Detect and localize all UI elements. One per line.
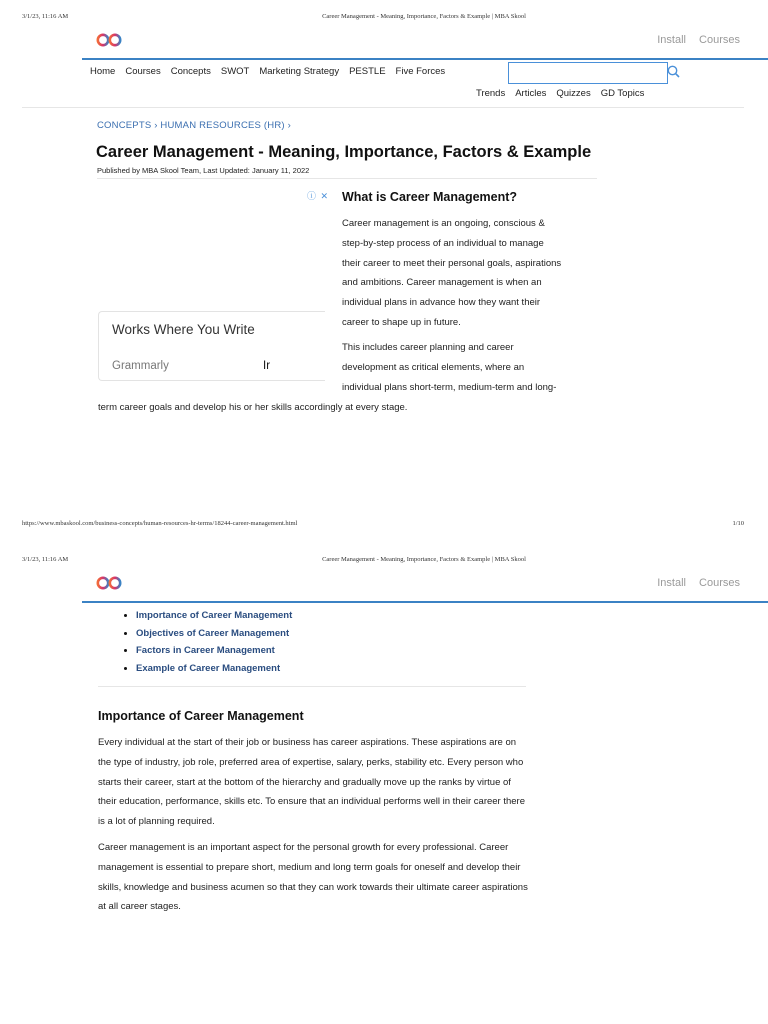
text-line: their education, performance, skills etc. To ensure that an individual performs well in their career there — [98, 796, 526, 808]
ad-mask — [270, 350, 330, 374]
print-header-title: Career Management - Meaning, Importance, Factors & Example | MBA Skool — [322, 13, 526, 20]
text-line: the type of industry, job role, preferred area of expertise, salary, perks, stability etc. Every person who — [98, 756, 524, 768]
secondary-nav — [476, 88, 644, 99]
toc-item[interactable]: • Objectives of Career Management — [136, 625, 292, 643]
toc-item[interactable]: • Factors in Career Management — [136, 642, 292, 660]
section-heading: What is Career Management? — [342, 190, 518, 204]
section-heading: Importance of Career Management — [98, 709, 304, 723]
text-line: management is essential to prepare short, medium and long term goals for oneself and develop their — [98, 861, 521, 873]
nav-concepts[interactable]: Concepts — [170, 66, 211, 77]
search-icon[interactable] — [667, 65, 680, 78]
text-line: skills, knowledge and business acumen so that they can work towards their ultimate career aspirations — [98, 881, 528, 893]
text-line: Career management is an ongoing, conscious & — [342, 218, 545, 229]
paragraph-1 — [342, 214, 642, 333]
nav-trends[interactable]: Trends — [476, 88, 506, 99]
nav-swot[interactable]: SWOT — [220, 66, 250, 77]
paragraph-1 — [98, 733, 618, 832]
text-line: Every individual at the start of their job or business has career aspirations. These aspirations are on — [98, 737, 517, 748]
header-links — [647, 34, 740, 46]
text-line: starts their career, start at the bottom of the hierarchy and gradually move up the ranks by virtue of — [98, 776, 511, 788]
text-line: individual plans in advance how they want their — [342, 297, 541, 309]
text-line: step-by-step process of an individual to manage — [342, 237, 544, 249]
nav-divider — [22, 107, 744, 108]
paragraph-2-continued: term career goals and develop his or her skills accordingly at every stage. — [98, 402, 408, 413]
site-logo[interactable] — [95, 576, 123, 590]
install-link[interactable]: Install — [657, 577, 686, 589]
toc-divider — [98, 686, 526, 687]
toc-item[interactable]: • Importance of Career Management — [136, 607, 292, 625]
header-divider — [82, 58, 768, 60]
paragraph-2 — [342, 338, 642, 397]
page-title: Career Management - Meaning, Importance, Factors & Example — [96, 143, 592, 161]
info-icon[interactable]: ⓘ — [307, 191, 317, 201]
nav-marketing-strategy[interactable]: Marketing Strategy — [259, 66, 340, 77]
text-line: Career management is an important aspect for the personal growth for every professional. Career — [98, 842, 509, 853]
text-line: career to shape up in future. — [342, 316, 461, 328]
paragraph-2 — [98, 838, 618, 917]
site-logo[interactable] — [95, 33, 123, 47]
ad-choices[interactable] — [307, 189, 328, 202]
nav-quizzes[interactable]: Quizzes — [556, 88, 591, 99]
nav-articles[interactable]: Articles — [515, 88, 547, 99]
title-divider — [97, 178, 597, 179]
text-line: is a lot of planning required. — [98, 816, 215, 828]
nav-courses[interactable]: Courses — [125, 66, 161, 77]
header-divider — [82, 601, 768, 603]
print-header-title: Career Management - Meaning, Importance, Factors & Example | MBA Skool — [322, 556, 526, 563]
header-links — [647, 577, 740, 589]
close-icon[interactable]: ✕ — [320, 191, 329, 201]
ad-title: Works Where You Write — [112, 322, 255, 337]
text-line: This includes career planning and career — [342, 342, 514, 353]
nav-pestle[interactable]: PESTLE — [349, 66, 386, 77]
text-line: individual plans short-term, medium-term and long- — [342, 381, 557, 393]
text-line: and ambitions. Career management is when an — [342, 277, 542, 289]
text-line: their career to meet their personal goals, aspirations — [342, 257, 562, 269]
ad-cut-text: Ir — [263, 360, 271, 372]
main-nav — [90, 66, 445, 77]
text-line: development as critical elements, where an — [342, 361, 525, 373]
print-header-datetime: 3/1/23, 11:16 AM — [22, 13, 69, 20]
byline: Published by MBA Skool Team, Last Updated: January 11, 2022 — [97, 166, 310, 175]
toc-item[interactable]: • Example of Career Management — [136, 660, 292, 678]
print-header-datetime: 3/1/23, 11:16 AM — [22, 556, 69, 563]
text-line: at all career stages. — [98, 901, 181, 913]
print-footer-url: https://www.mbaskool.com/business-concepts/human-resources-hr-terms/18244-career-management.html — [22, 520, 298, 527]
nav-gd-topics[interactable]: GD Topics — [600, 88, 645, 99]
courses-link[interactable]: Courses — [699, 34, 740, 46]
search-input[interactable] — [508, 62, 668, 84]
nav-five-forces[interactable]: Five Forces — [395, 66, 446, 77]
table-of-contents — [118, 607, 292, 677]
nav-home[interactable]: Home — [90, 66, 116, 77]
courses-link[interactable]: Courses — [699, 577, 740, 589]
breadcrumb[interactable]: CONCEPTS › HUMAN RESOURCES (HR) › — [97, 120, 291, 131]
install-link[interactable]: Install — [657, 34, 686, 46]
print-footer-page: 1/10 — [732, 520, 744, 527]
ad-brand: Grammarly — [112, 360, 169, 372]
